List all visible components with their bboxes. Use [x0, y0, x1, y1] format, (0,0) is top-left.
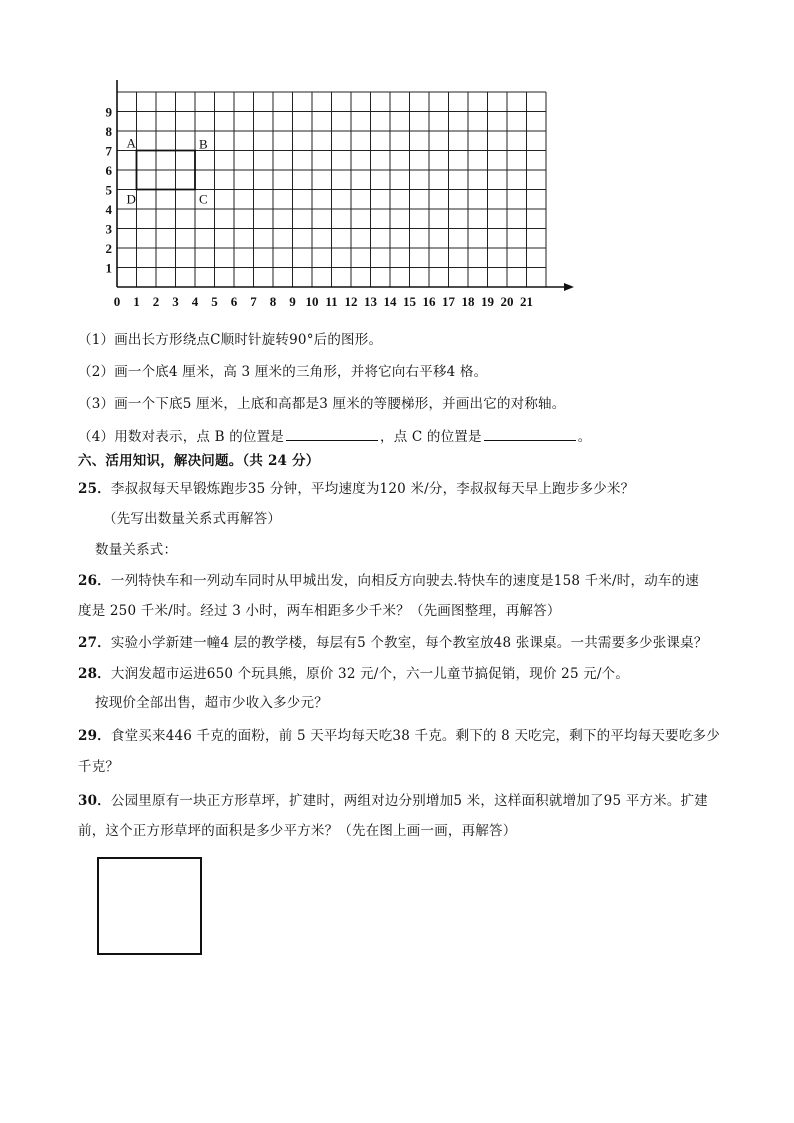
question-number: 30．: [78, 793, 111, 809]
question-text: 公园里原有一块正方形草坪，扩建时，两组对边分别增加5 米，这样面积就增加了95 平方米。扩建: [110, 793, 708, 809]
square-lawn-figure: [97, 857, 202, 955]
question-27: [78, 633, 708, 653]
task-4-suffix: 。: [577, 429, 592, 445]
x-axis-labels: [114, 294, 533, 309]
question-number: 29．: [78, 728, 111, 744]
rectangle-abcd: [127, 136, 209, 207]
task-4-prefix: （4）用数对表示，点 B 的位置是: [78, 429, 284, 445]
y-tick-label: 9: [105, 104, 112, 120]
question-text: 食堂买来446 千克的面粉，前 5 天平均每天吃38 千克。剩下的 8 天吃完，剩下的平均每天要吃多少: [110, 728, 720, 744]
y-tick-label: 3: [105, 221, 112, 237]
x-tick-label: 13: [364, 294, 377, 309]
section-6-heading: 六、活用知识，解决问题。（共 24 分）: [78, 453, 320, 469]
x-tick-label: 10: [305, 294, 319, 309]
x-tick-label: 21: [520, 294, 533, 309]
question-25-note: （先写出数量关系式再解答）: [103, 511, 282, 527]
x-tick-label: 11: [325, 294, 338, 309]
x-tick-label: 19: [481, 294, 494, 309]
task-3: （3）画一个下底5 厘米，上底和高都是3 厘米的等腰梯形，并画出它的对称轴。: [78, 396, 566, 412]
x-tick-label: 7: [250, 294, 257, 309]
question-text: 大润发超市运进650 个玩具熊，原价 32 元/个，六一儿童节搞促销，现价 25 元/个。: [110, 666, 630, 682]
x-tick-label: 3: [172, 294, 179, 309]
x-tick-label: 4: [191, 294, 199, 309]
question-25-relation: 数量关系式：: [95, 542, 178, 558]
x-tick-label: 0: [113, 294, 121, 309]
x-tick-label: 20: [500, 294, 514, 309]
question-26-line2: 度是 250 千米/时。经过 3 小时，两车相距多少千米？（先画图整理，再解答）: [78, 603, 561, 619]
question-29-line2: 千克？: [78, 759, 120, 775]
x-tick-label: 1: [133, 294, 140, 309]
question-30: [78, 791, 708, 811]
y-tick-label: 1: [105, 260, 112, 276]
x-tick-label: 8: [269, 294, 277, 309]
question-number: 27．: [78, 635, 111, 651]
question-25: [78, 479, 634, 499]
task-4-mid: ，点 C 的位置是: [380, 429, 482, 445]
question-26: [78, 571, 699, 591]
answer-blank-b[interactable]: [286, 426, 378, 441]
task-4: [78, 426, 591, 447]
question-text: 一列特快车和一列动车同时从甲城出发，向相反方向驶去.特快车的速度是158 千米/时，动车的速: [110, 573, 699, 589]
y-tick-label: 2: [105, 241, 112, 256]
question-28: [78, 664, 629, 684]
x-tick-label: 6: [230, 294, 238, 309]
x-tick-label: 2: [152, 294, 160, 309]
x-tick-label: 17: [442, 294, 455, 309]
question-29: [78, 726, 720, 746]
question-30-line2: 前，这个正方形草坪的面积是多少平方米？（先在图上画一画，再解答）: [78, 823, 517, 839]
x-tick-label: 18: [461, 294, 475, 309]
vertex-label-a: A: [126, 135, 136, 151]
x-tick-label: 15: [403, 294, 416, 309]
x-tick-label: 14: [383, 294, 397, 309]
x-tick-label: 12: [344, 294, 358, 309]
question-text: 实验小学新建一幢4 层的教学楼，每层有5 个教室，每个教室放48 张课桌。一共需要多少张课桌？: [110, 635, 708, 651]
question-28-line2: 按现价全部出售，超市少收入多少元？: [95, 695, 328, 711]
task-1: （1）画出长方形绕点C顺时针旋转90°后的图形。: [78, 332, 383, 348]
x-tick-label: 5: [211, 294, 218, 309]
y-tick-label: 5: [105, 182, 112, 198]
vertex-label-d: D: [126, 191, 136, 207]
coordinate-grid: [95, 80, 580, 315]
x-tick-label: 16: [422, 294, 436, 309]
y-tick-label: 8: [105, 124, 112, 139]
y-axis-labels: [106, 105, 113, 276]
x-axis-arrow-icon: [564, 283, 574, 291]
task-2: （2）画一个底4 厘米，高 3 厘米的三角形，并将它向右平移4 格。: [78, 364, 488, 380]
question-number: 28．: [78, 666, 111, 682]
answer-blank-c[interactable]: [484, 426, 576, 441]
question-number: 25．: [78, 481, 111, 497]
vertex-label-c: C: [199, 191, 208, 207]
y-tick-label: 4: [105, 202, 112, 217]
y-tick-label: 6: [105, 163, 112, 178]
question-number: 26．: [78, 573, 111, 589]
question-text: 李叔叔每天早锻炼跑步35 分钟，平均速度为120 米/分，李叔叔每天早上跑步多少米？: [110, 481, 635, 497]
x-tick-label: 9: [289, 294, 296, 309]
y-tick-label: 7: [105, 143, 112, 159]
vertex-label-b: B: [199, 136, 208, 152]
